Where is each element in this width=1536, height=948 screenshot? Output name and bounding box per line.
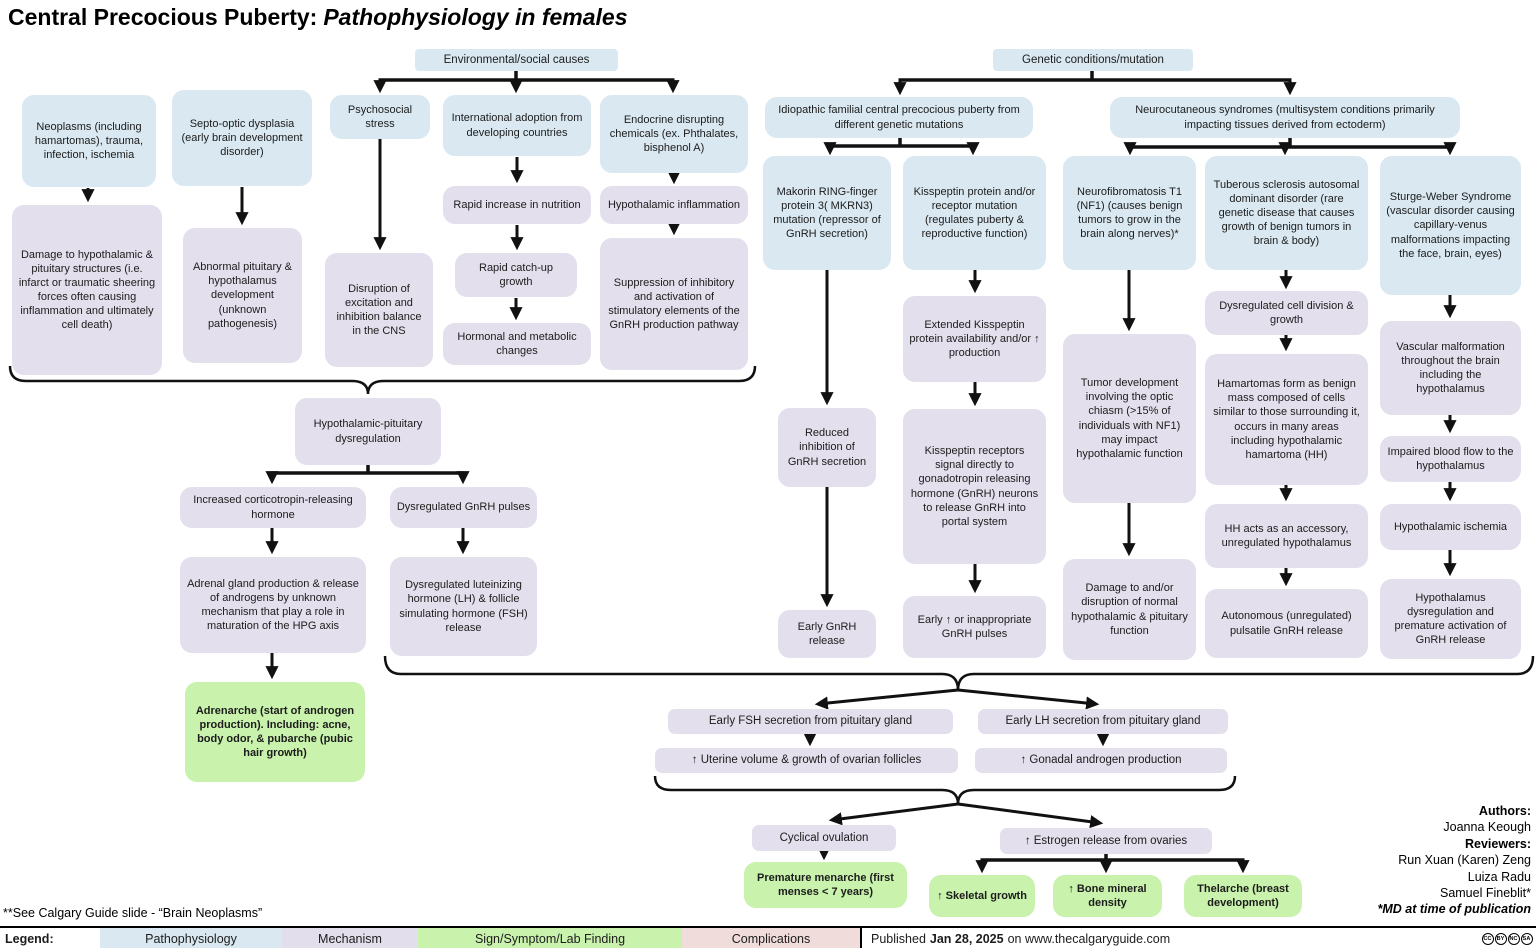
node-hormonal-metabolic-changes: Hormonal and metabolic changes — [443, 323, 591, 365]
node-adrenal-gland-androgens: Adrenal gland production & release of androgens by unknown mechanism that play a role in maturation of the HPG axis — [180, 557, 366, 653]
node-bone-mineral-density: ↑ Bone mineral density — [1053, 875, 1162, 917]
node-sturge-weber-syndrome: Sturge-Weber Syndrome (vascular disorder causing capillary-venus malformations impacting the face, brain, eyes) — [1380, 156, 1521, 295]
node-kisspeptin-mutation: Kisspeptin protein and/or receptor mutation (regulates puberty & reproductive function) — [903, 156, 1046, 270]
reviewers-label: Reviewers: — [1464, 836, 1531, 851]
node-hypothalamic-inflammation: Hypothalamic inflammation — [600, 186, 748, 224]
node-disruption-excitation-inhibition: Disruption of excitation and inhibition balance in the CNS — [325, 253, 433, 367]
reviewer-name: Luiza Radu — [1467, 869, 1531, 884]
node-impaired-blood-flow: Impaired blood flow to the hypothalamus — [1380, 436, 1521, 482]
node-mkrn3-mutation: Makorin RING-finger protein 3( MKRN3) mutation (repressor of GnRH secretion) — [763, 156, 891, 270]
node-early-lh-secretion: Early LH secretion from pituitary gland — [978, 709, 1228, 734]
node-environmental-causes-header: Environmental/social causes — [415, 49, 618, 71]
node-suppression-gnrh-pathway: Suppression of inhibitory and activation of stimulatory elements of the GnRH production pathway — [600, 238, 748, 370]
node-thelarche: Thelarche (breast development) — [1184, 875, 1302, 917]
published-prefix: Published — [871, 932, 926, 946]
node-dysregulated-gnrh-pulses: Dysregulated GnRH pulses — [390, 487, 537, 528]
node-damage-disruption-hypothalamic: Damage to and/or disruption of normal hypothalamic & pituitary function — [1063, 559, 1196, 660]
node-idiopathic-familial-cpp: Idiopathic familial central precocious puberty from different genetic mutations — [765, 97, 1033, 138]
node-vascular-malformation: Vascular malformation throughout the brain including the hypothalamus — [1380, 321, 1521, 415]
node-neurocutaneous-syndromes: Neurocutaneous syndromes (multisystem conditions primarily impacting tissues derived from ectoderm) — [1110, 97, 1460, 138]
node-uterine-volume-ovarian-follicles: ↑ Uterine volume & growth of ovarian follicles — [655, 748, 958, 773]
node-skeletal-growth: ↑ Skeletal growth — [929, 875, 1035, 917]
node-early-fsh-secretion: Early FSH secretion from pituitary gland — [668, 709, 953, 734]
page-title-emphasis: Pathophysiology in females — [323, 4, 628, 30]
cc-license-badge — [1478, 928, 1536, 948]
node-international-adoption: International adoption from developing countries — [443, 95, 591, 156]
node-genetic-conditions-header: Genetic conditions/mutation — [993, 49, 1193, 71]
authors-label: Authors: — [1478, 804, 1531, 818]
node-increased-corticotropin: Increased corticotropin-releasing hormone — [180, 487, 366, 528]
node-gonadal-androgen-production: ↑ Gonadal androgen production — [975, 748, 1227, 773]
node-neurofibromatosis-nf1: Neurofibromatosis T1 (NF1) (causes benign tumors to grow in the brain along nerves)* — [1063, 156, 1196, 270]
node-premature-menarche: Premature menarche (first menses < 7 years) — [744, 862, 907, 908]
node-autonomous-pulsatile-gnrh: Autonomous (unregulated) pulsatile GnRH release — [1205, 589, 1368, 658]
reviewer-name: Run Xuan (Karen) Zeng — [1398, 853, 1531, 868]
node-hypothalamic-pituitary-dysregulation: Hypothalamic-pituitary dysregulation — [295, 398, 441, 465]
reviewer-name: Samuel Fineblit* — [1439, 886, 1531, 901]
published-date: Jan 28, 2025 — [929, 932, 1004, 946]
legend-item-pathophysiology: Pathophysiology — [100, 928, 282, 948]
node-extended-kisspeptin-availability: Extended Kisspeptin protein availability and/or ↑ production — [903, 296, 1046, 382]
node-kisspeptin-receptors-signal: Kisspeptin receptors signal directly to gonadotropin releasing hormone (GnRH) neurons to release GnRH into portal system — [903, 409, 1046, 564]
node-septo-optic-dysplasia: Septo-optic dysplasia (early brain development disorder) — [172, 90, 312, 186]
node-early-inappropriate-gnrh-pulses: Early ↑ or inappropriate GnRH pulses — [903, 596, 1046, 658]
cc-sa-icon: SA — [1521, 933, 1533, 945]
node-estrogen-release-ovaries: ↑ Estrogen release from ovaries — [1000, 828, 1212, 854]
cc-icon: CC — [1482, 933, 1494, 945]
node-rapid-increase-nutrition: Rapid increase in nutrition — [443, 186, 591, 224]
node-adrenarche: Adrenarche (start of androgen production). Including: acne, body odor, & pubarche (pubic hair growth) — [185, 682, 365, 782]
node-dysregulated-cell-division: Dysregulated cell division & growth — [1205, 291, 1368, 335]
published-site: on www.thecalgaryguide.com — [1007, 932, 1171, 946]
page-title-main: Central Precocious Puberty: — [8, 4, 318, 30]
published-line — [860, 928, 1478, 948]
legend-bar — [0, 926, 1536, 948]
node-cyclical-ovulation: Cyclical ovulation — [752, 825, 896, 851]
node-reduced-inhibition-gnrh: Reduced inhibition of GnRH secretion — [778, 408, 876, 487]
node-hypothalamic-ischemia: Hypothalamic ischemia — [1380, 504, 1521, 550]
node-rapid-catch-up-growth: Rapid catch-up growth — [455, 253, 577, 297]
node-tuberous-sclerosis: Tuberous sclerosis autosomal dominant disorder (rare genetic disease that causes growth of benign tumors in brain & body) — [1205, 156, 1368, 270]
legend-label: Legend: — [5, 932, 54, 946]
node-hamartomas-form: Hamartomas form as benign mass composed of cells similar to those surrounding it, occurs in many areas including hypothalamic hamartoma (HH) — [1205, 354, 1368, 485]
author-name: Joanna Keough — [1443, 820, 1531, 835]
footnote-brain-neoplasms: **See Calgary Guide slide - “Brain Neoplasms” — [3, 906, 263, 920]
md-note: *MD at time of publication — [1377, 902, 1531, 917]
page-title — [8, 4, 628, 31]
node-dysregulated-lh-fsh: Dysregulated luteinizing hormone (LH) & follicle simulating hormone (FSH) release — [390, 557, 537, 656]
legend-item-mechanism: Mechanism — [282, 928, 418, 948]
node-hypothalamus-dysregulation: Hypothalamus dysregulation and premature activation of GnRH release — [1380, 579, 1521, 659]
node-hh-accessory-hypothalamus: HH acts as an accessory, unregulated hypothalamus — [1205, 504, 1368, 568]
cc-by-icon: BY — [1495, 933, 1507, 945]
node-tumor-development-optic-chiasm: Tumor development involving the optic chiasm (>15% of individuals with NF1) may impact hypothalamic function — [1063, 334, 1196, 503]
node-early-gnrh-release: Early GnRH release — [778, 610, 876, 658]
legend-item-sign-symptom: Sign/Symptom/Lab Finding — [418, 928, 682, 948]
node-endocrine-disrupting-chemicals: Endocrine disrupting chemicals (ex. Phthalates, bisphenol A) — [600, 95, 748, 173]
legend-item-complications: Complications — [682, 928, 860, 948]
credits-block — [1378, 803, 1531, 918]
node-psychosocial-stress: Psychosocial stress — [330, 95, 430, 139]
node-abnormal-pituitary-development: Abnormal pituitary & hypothalamus development (unknown pathogenesis) — [183, 228, 302, 363]
node-damage-hypothalamic-pituitary: Damage to hypothalamic & pituitary structures (i.e. infarct or traumatic sheering forces often causing inflammation and ultimately cell death) — [12, 205, 162, 375]
cc-nc-icon: NC — [1508, 933, 1520, 945]
node-neoplasms: Neoplasms (including hamartomas), trauma, infection, ischemia — [22, 95, 156, 187]
